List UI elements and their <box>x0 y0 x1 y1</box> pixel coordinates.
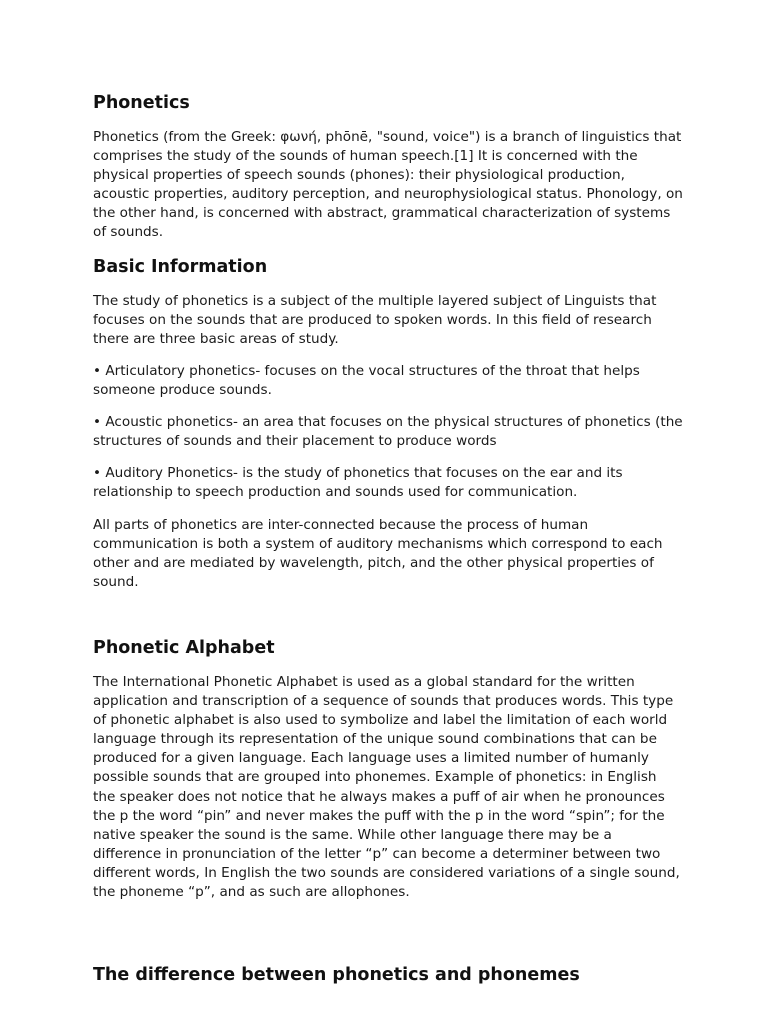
heading-difference: The difference between phonetics and phonemes <box>93 965 580 985</box>
paragraph-phonetics-intro: Phonetics (from the Greek: φωνή, phōnē, "sound, voice") is a branch of linguistics that comprises the study of the sounds of human speech.[1] It is concerned with the physical properties of speech sounds (phones): their physiological production, acoustic properties, auditory perception, and neurophysiological status. Phonology, on the other hand, is concerned with abstract, grammatical characterization of systems of sounds. <box>93 129 683 241</box>
heading-basic-information: Basic Information <box>93 257 268 277</box>
bullet-acoustic: • Acoustic phonetics- an area that focuses on the physical structures of phonetics (the structures of sounds and their placement to produce words <box>93 414 683 450</box>
heading-phonetic-alphabet: Phonetic Alphabet <box>93 638 275 658</box>
bullet-articulatory: • Articulatory phonetics- focuses on the vocal structures of the throat that helps someone produce sounds. <box>93 363 640 399</box>
paragraph-phonetic-alphabet: The International Phonetic Alphabet is used as a global standard for the written application and transcription of a sequence of sounds that produces words. This type of phonetic alphabet is also used to symbolize and label the limitation of each world language through its representation of the unique sound combinations that can be produced for a given language. Each language uses a limited number of humanly possible sounds that are grouped into phonemes. Example of phonetics: in English the speaker does not notice that he always makes a puff of air when he pronounces the p the word “pin” and never makes the puff with the p in the word “spin”; for the native speaker the sound is the same. While other language there may be a difference in pronunciation of the letter “p” can become a determiner between two different words, In English the two sounds are considered variations of a single sound, the phoneme “p”, and as such are allophones. <box>93 674 680 901</box>
paragraph-basic-closing: All parts of phonetics are inter-connected because the process of human communication is both a system of auditory mechanisms which correspond to each other and are mediated by wavelength, pitch, and the other physical properties of sound. <box>93 517 663 591</box>
bullet-auditory: • Auditory Phonetics- is the study of phonetics that focuses on the ear and its relationship to speech production and sounds used for communication. <box>93 465 623 501</box>
heading-phonetics: Phonetics <box>93 93 190 113</box>
paragraph-basic-intro: The study of phonetics is a subject of the multiple layered subject of Linguists that focuses on the sounds that are produced to spoken words. In this field of research there are three basic areas of study. <box>93 293 657 348</box>
